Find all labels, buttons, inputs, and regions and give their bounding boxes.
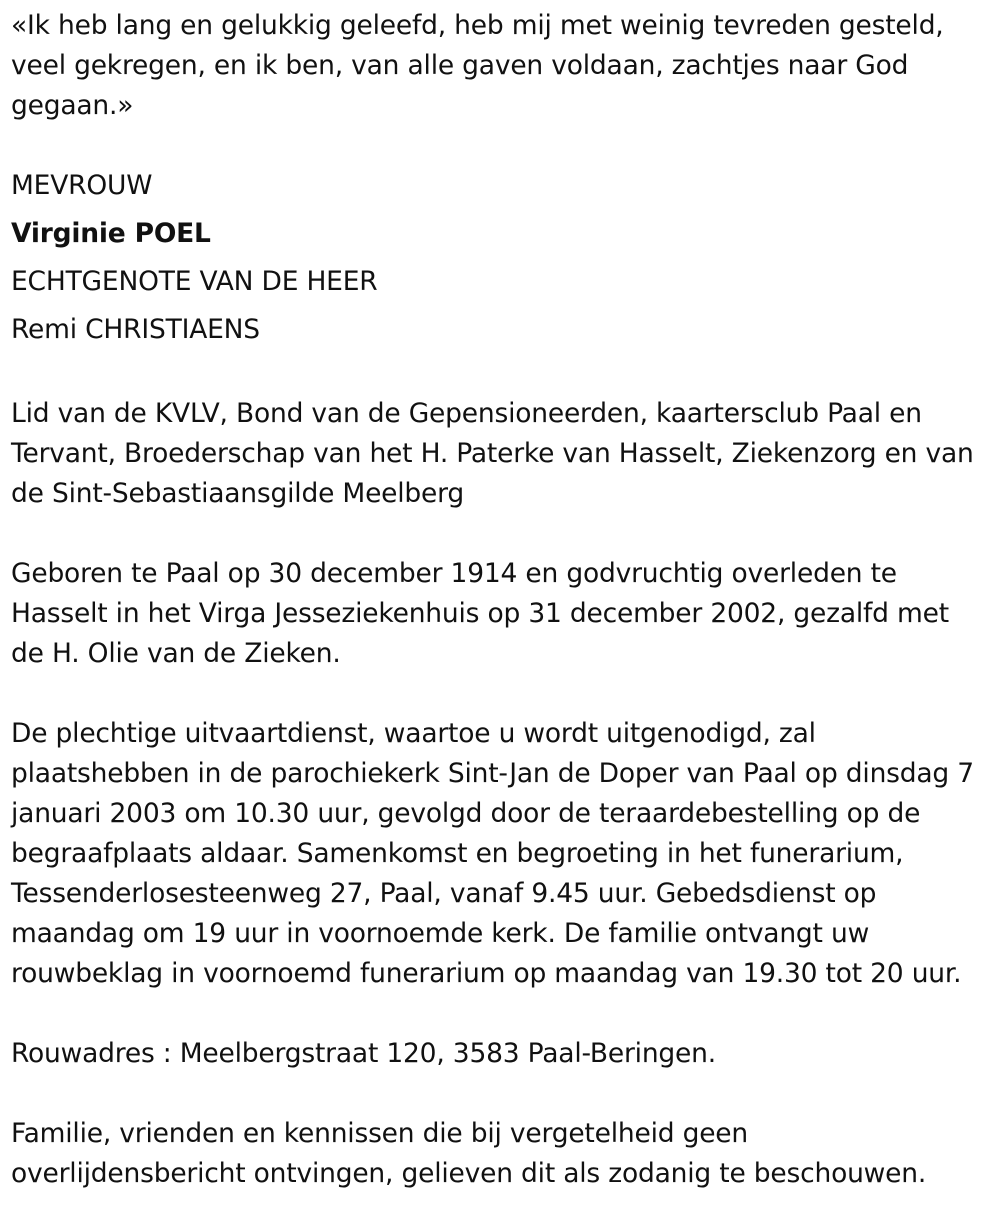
spacer [11, 994, 991, 1034]
birth-death-line: de H. Olie van de Zieken. [11, 638, 341, 669]
quote-paragraph [11, 6, 991, 126]
membership-line: Tervant, Broederschap van het H. Paterke van Hasselt, Ziekenzorg en van [11, 438, 974, 469]
quote-line: veel gekregen, en ik ben, van alle gaven voldaan, zachtjes naar God [11, 50, 909, 81]
funeral-line: Tessenderlosesteenweg 27, Paal, vanaf 9.45 uur. Gebedsdienst op [11, 878, 877, 909]
spouse-name: Remi CHRISTIAENS [11, 314, 260, 345]
membership-paragraph [11, 394, 991, 514]
funeral-line: begraafplaats aldaar. Samenkomst en begroeting in het funerarium, [11, 838, 904, 869]
obituary-document [11, 0, 991, 1194]
birth-death-paragraph [11, 554, 991, 674]
funeral-line: plaatshebben in de parochiekerk Sint-Jan de Doper van Paal op dinsdag 7 [11, 758, 974, 789]
funeral-line: maandag om 19 uur in voornoemde kerk. De familie ontvangt uw [11, 918, 870, 949]
birth-death-line: Hasselt in het Virga Jesseziekenhuis op 31 december 2002, gezalfd met [11, 598, 949, 629]
quote-line: gegaan.» [11, 90, 134, 121]
funeral-line: rouwbeklag in voornoemd funerarium op maandag van 19.30 tot 20 uur. [11, 958, 962, 989]
mourning-address: Rouwadres : Meelbergstraat 120, 3583 Paal-Beringen. [11, 1038, 716, 1069]
spacer [11, 674, 991, 714]
honorific-title: MEVROUW [11, 170, 153, 201]
address-paragraph [11, 1034, 991, 1074]
birth-death-line: Geboren te Paal op 30 december 1914 en godvruchtig overleden te [11, 558, 897, 589]
closing-paragraph [11, 1114, 991, 1194]
spacer [11, 1074, 991, 1114]
closing-line: Familie, vrienden en kennissen die bij vergetelheid geen [11, 1118, 749, 1149]
closing-line: overlijdensbericht ontvingen, gelieven dit als zodanig te beschouwen. [11, 1158, 927, 1189]
spacer [11, 354, 991, 394]
funeral-line: De plechtige uitvaartdienst, waartoe u wordt uitgenodigd, zal [11, 718, 816, 749]
membership-line: Lid van de KVLV, Bond van de Gepensioneerden, kaartersclub Paal en [11, 398, 922, 429]
spouse-label: ECHTGENOTE VAN DE HEER [11, 266, 378, 297]
membership-line: de Sint-Sebastiaansgilde Meelberg [11, 478, 465, 509]
quote-line: «Ik heb lang en gelukkig geleefd, heb mij met weinig tevreden gesteld, [11, 10, 944, 41]
deceased-name: Virginie POEL [11, 218, 211, 249]
identity-block [11, 162, 991, 354]
spacer [11, 514, 991, 554]
funeral-paragraph [11, 714, 991, 994]
funeral-line: januari 2003 om 10.30 uur, gevolgd door de teraardebestelling op de [11, 798, 921, 829]
spacer [11, 126, 991, 166]
